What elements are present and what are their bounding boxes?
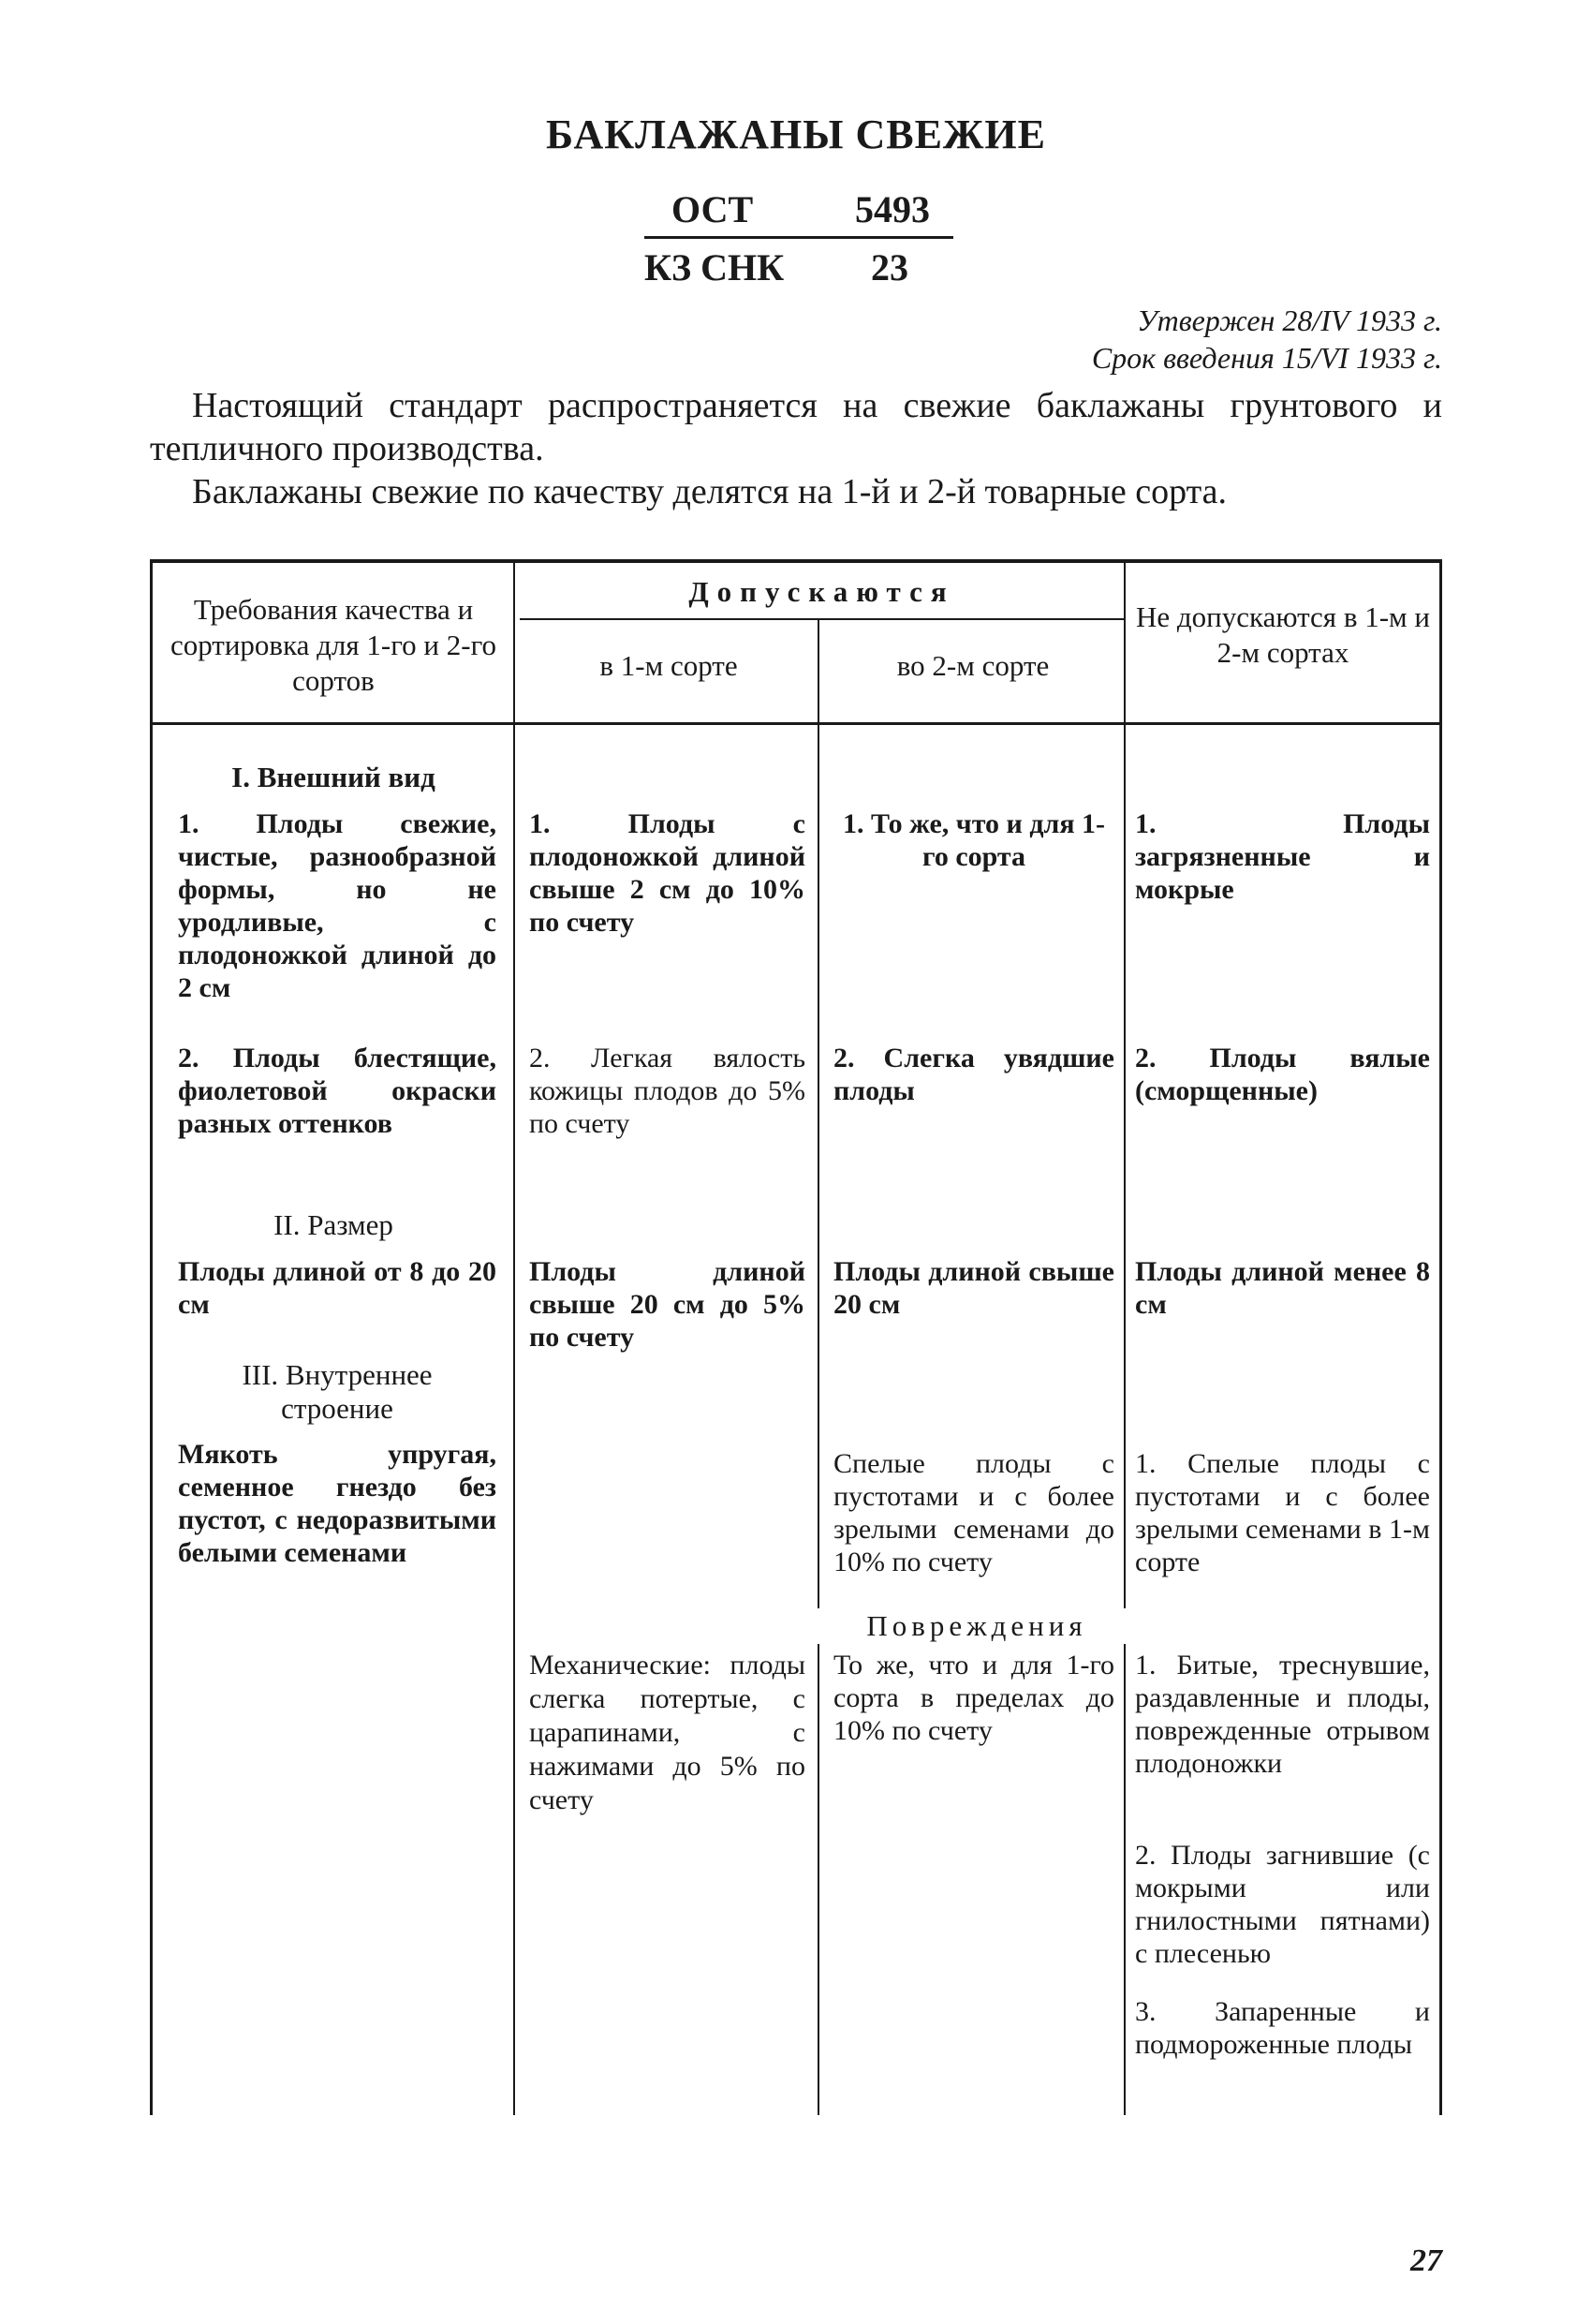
header-requirements: Требования качества и сортировка для 1-го и 2-го сортов xyxy=(170,593,497,697)
row2-grade1: 2. Легкая вялость кожицы плодов до 5% по счету xyxy=(529,1043,805,1139)
row5-not-allowed-3: 3. Запаренные и подмороженные плоды xyxy=(1135,1996,1430,2060)
table-top-rule xyxy=(150,559,1442,563)
row2-requirement: 2. Плоды блестящие, фиолетовой окраски разных оттенков xyxy=(178,1043,496,1139)
row4-not-allowed: 1. Спелые плоды с пустотами и с более зрелыми семенами в 1-м сорте xyxy=(1135,1448,1430,1577)
approval-date: Утвержен 28/IV 1933 г. xyxy=(1137,303,1442,337)
row5-not-allowed-2: 2. Плоды загнившие (с мокрыми или гнилостными пятнами) с плесенью xyxy=(1135,1840,1430,1969)
ost-top-right: 5493 xyxy=(855,188,930,230)
header-not-allowed: Не допускаются в 1-м и 2-м сортах xyxy=(1136,600,1430,669)
table-header-rule xyxy=(150,722,1442,725)
section-external: I. Внешний вид xyxy=(231,761,435,793)
row2-grade2: 2. Слегка увядшие плоды xyxy=(833,1043,1114,1106)
effective-date: Срок введения 15/VI 1933 г. xyxy=(1091,341,1442,375)
intro-paragraph-2: Баклажаны свежие по качеству делятся на 1-й и 2-й товарные сорта. xyxy=(192,472,1228,511)
row4-grade2: Спелые плоды с пустотами и с более зрелыми семенами до 10% по счету xyxy=(833,1448,1114,1577)
row2-not-allowed: 2. Плоды вялые (сморщенные) xyxy=(1135,1043,1430,1106)
ost-bottom-right: 23 xyxy=(871,246,908,289)
col-divider-2 xyxy=(818,618,819,2115)
ost-bottom-left: КЗ СНК xyxy=(644,246,785,289)
row3-requirement: Плоды длиной от 8 до 20 см xyxy=(178,1256,496,1320)
row3-grade2: Плоды длиной свыше 20 см xyxy=(833,1256,1114,1320)
ost-fraction-line xyxy=(644,236,953,239)
section-internal: III. Внутреннее строение xyxy=(242,1358,433,1425)
row3-not-allowed: Плоды длиной менее 8 см xyxy=(1135,1256,1430,1320)
section-damage: Повреждения xyxy=(818,1608,1136,1644)
row1-grade2: 1. То же, что и для 1-го сорта xyxy=(842,808,1106,872)
section-size: II. Размер xyxy=(273,1208,393,1241)
row4-requirement: Мякоть упругая, семенное гнездо без пустот, с недоразвитыми белыми семенами xyxy=(178,1439,496,1568)
header-allowed: Допускаются xyxy=(688,575,955,608)
col-divider-3 xyxy=(1124,562,1126,2115)
col-divider-1 xyxy=(513,562,515,2115)
document-title: БАКЛАЖАНЫ СВЕЖИЕ xyxy=(545,111,1046,157)
row1-grade1: 1. Плоды с плодоножкой длиной свыше 2 см до 10% по счету xyxy=(529,808,805,938)
row5-grade2: То же, что и для 1-го сорта в пределах до 10% по счету xyxy=(833,1650,1114,1746)
table-left-border xyxy=(150,562,153,2115)
header-grade2: во 2-м сорте xyxy=(896,649,1050,682)
intro-paragraph-1: Настоящий стандарт распространяется на свежие баклажаны грунтового и тепличного производства. xyxy=(150,386,1442,468)
approval-note xyxy=(1092,302,1442,377)
table-right-border xyxy=(1439,562,1442,2115)
row5-grade1: Механические: плоды слегка потертые, с царапинами, с нажимами до 5% по счету xyxy=(529,1650,805,1815)
page-number: 27 xyxy=(1410,2243,1442,2278)
allowed-underline xyxy=(520,618,1124,620)
row1-not-allowed: 1. Плоды загрязненные и мокрые xyxy=(1135,808,1430,905)
header-grade1: в 1-м сорте xyxy=(599,649,738,682)
row5-not-allowed-1: 1. Битые, треснувшие, раздавленные и плоды, поврежденные отрывом плодоножки xyxy=(1135,1650,1430,1779)
row1-requirement: 1. Плоды свежие, чистые, разнообразной формы, но не уродливые, с плодоножкой длиной до 2 см xyxy=(178,808,496,1003)
ost-top-left: ОСТ xyxy=(671,188,754,230)
row3-grade1: Плоды длиной свыше 20 см до 5% по счету xyxy=(529,1256,805,1353)
